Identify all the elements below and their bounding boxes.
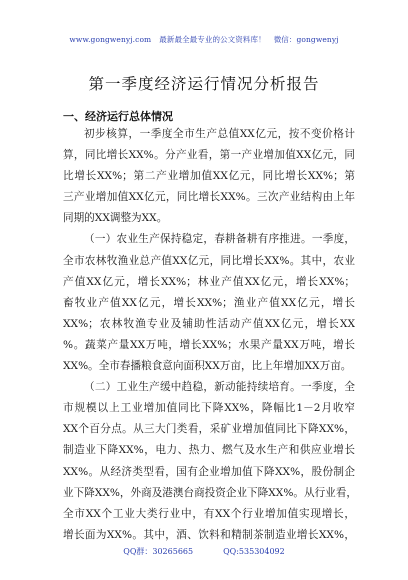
body-line: 全市XX个工业大类行业中，有XX个行业增加值实现增长， [63,507,355,520]
body-line: 制造业下降XX%，电力、热力、燃气及水生产和供应业增长 [63,444,355,457]
body-line: XX%。从经济类型看，国有企业增加值下降XX%，股份制企 [63,465,355,478]
header-site-link[interactable]: www.gongwenyj.com [69,35,152,44]
footer-qq-group: QQ群：30265665 [123,547,194,556]
body-line: 全市农林牧渔业总产值XX亿元，同比增长XX%。其中，农业 [63,254,355,267]
body-line: 产值XX亿元，增长XX%；林业产值XX亿元，增长XX%； [63,275,355,288]
body-line: （一）农业生产保持稳定，春耕备耕有序推进。一季度， [84,233,355,246]
body-line: 市规模以上工业增加值同比下降XX%，降幅比1－2月收窄 [63,402,355,415]
body-line: 三产业增加值XX亿元，同比增长XX%。三次产业结构由上年 [63,191,355,204]
body-line: %。蔬菜产量XX万吨，增长XX%；水果产量XX万吨，增长 [63,338,355,351]
page-footer [0,546,408,557]
document-title: 第一季度经济运行情况分析报告 [88,75,320,93]
body-line: 业下降XX%，外商及港澳台商投资企业下降XX%。从行业看， [63,486,357,499]
body-line: XX%；农林牧渔专业及辅助性活动产值XX亿元，增长XX [63,317,355,330]
body-line: 初步核算，一季度全市生产总值XX亿元，按不变价格计 [84,128,355,140]
body-line: 比增长XX%；第二产业增加值XX亿元，同比增长XX%；第 [63,170,355,183]
section-heading: 一、经济运行总体情况 [63,110,173,123]
page-header [0,34,408,45]
body-line: 同期的XX调整为XX。 [63,212,168,225]
footer-qq: QQ:535304092 [223,547,285,556]
document-body [63,124,355,546]
body-line: 畜牧业产值XX亿元，增长XX%；渔业产值XX亿元，增长 [63,296,355,309]
body-line: 增长面为XX%。其中，酒、饮料和精制茶制造业增长XX%， [63,528,355,541]
header-slogan: 最新最全最专业的公文资料库！ [159,35,266,44]
body-line: XX个百分点。从三大门类看，采矿业增加值同比下降XX%， [63,423,355,436]
body-line: XX%。全市春播粮食意向面积XX万亩，比上年增加XX万亩。 [63,360,352,373]
body-line: （二）工业生产缓中趋稳，新动能持续培育。一季度，全 [84,381,355,394]
header-wechat: 微信：gongwenyj [273,35,339,44]
body-line: 算，同比增长XX%。分产业看，第一产业增加值XX亿元，同 [63,149,355,162]
